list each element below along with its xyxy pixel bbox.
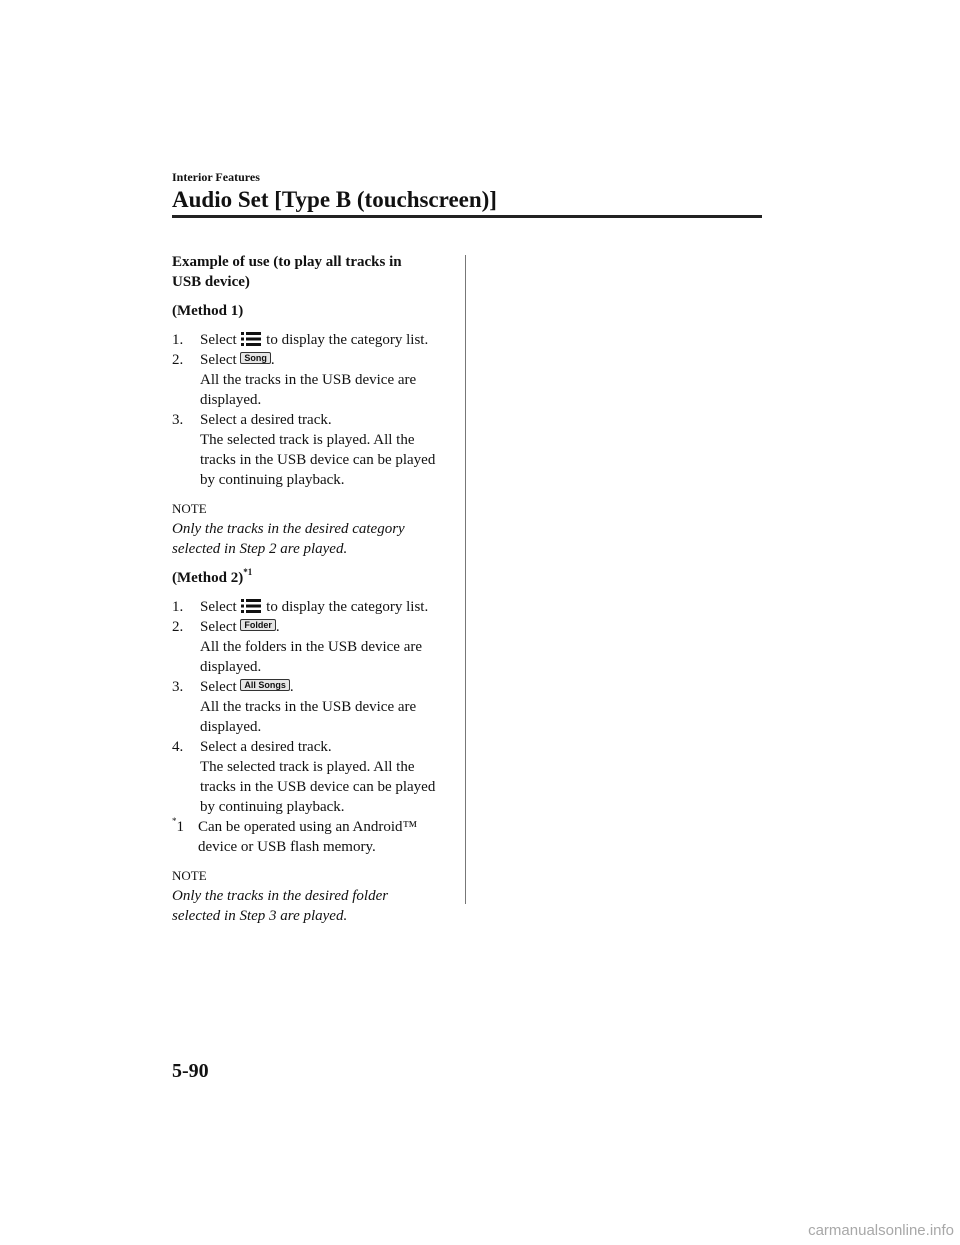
detail-line: tracks in the USB device can be played [200, 452, 436, 468]
detail-line: displayed. [200, 392, 262, 408]
note-text: Only the tracks in the desired folder [172, 888, 389, 904]
note-text: selected in Step 3 are played. [172, 908, 348, 924]
footnote-ref: *1 [243, 567, 253, 577]
step-number: 2. [172, 352, 184, 368]
step-text: to display the category list. [266, 599, 429, 615]
step-detail [172, 370, 452, 410]
step-text: to display the category list. [266, 332, 429, 348]
step-detail [172, 697, 452, 737]
step-text: Select [200, 619, 237, 635]
detail-line: displayed. [200, 719, 262, 735]
all-songs-button: All Songs [240, 679, 290, 691]
note-text: Only the tracks in the desired category [172, 521, 405, 537]
step-number: 1. [172, 332, 184, 348]
title-divider [172, 215, 762, 218]
list-menu-icon [241, 332, 261, 346]
folder-button: Folder [240, 619, 276, 631]
footer-watermark: carmanualsonline.info [808, 1222, 954, 1239]
step-number: 3. [172, 679, 184, 695]
step-number: 3. [172, 412, 184, 428]
step-text: . [275, 619, 280, 635]
method-1-step-3 [172, 410, 452, 430]
detail-line: All the tracks in the USB device are [200, 699, 417, 715]
footnote-line: device or USB flash memory. [198, 839, 376, 855]
song-button: Song [240, 352, 271, 364]
footnote-line: Can be operated using an Android™ [198, 819, 418, 835]
method-2-step-3 [172, 677, 452, 697]
step-text: Select [200, 599, 237, 615]
step-text: Select [200, 352, 237, 368]
method-2-step-4 [172, 737, 452, 757]
step-text: . [270, 352, 275, 368]
detail-line: by continuing playback. [200, 472, 345, 488]
step-detail [172, 430, 452, 490]
column-divider [465, 255, 466, 904]
method-1-title: (Method 1) [172, 303, 244, 319]
footnote [172, 817, 452, 857]
method-2-title: (Method 2)$^{*1}$ [172, 567, 253, 586]
note-text: selected in Step 2 are played. [172, 541, 348, 557]
page-number: 5-90 [172, 1060, 209, 1082]
section-label: Interior Features [172, 170, 260, 184]
page-title: Audio Set [Type B (touchscreen)] [172, 187, 497, 212]
detail-line: The selected track is played. All the [200, 759, 415, 775]
main-column [172, 252, 452, 926]
step-detail [172, 637, 452, 677]
method-2-step-1 [172, 597, 452, 617]
step-text: Select [200, 679, 237, 695]
detail-line: All the tracks in the USB device are [200, 372, 417, 388]
step-number: 1. [172, 599, 184, 615]
step-text: Select a desired track. [200, 739, 332, 755]
detail-line: tracks in the USB device can be played [200, 779, 436, 795]
note-label: NOTE [172, 868, 207, 883]
footnote-marker: *1 [172, 816, 184, 835]
example-heading-line-1: Example of use (to play all tracks in [172, 254, 402, 270]
step-text: Select [200, 332, 237, 348]
step-detail [172, 757, 452, 817]
detail-line: by continuing playback. [200, 799, 345, 815]
step-text: . [289, 679, 294, 695]
note-label: NOTE [172, 501, 207, 516]
step-text: Select a desired track. [200, 412, 332, 428]
detail-line: All the folders in the USB device are [200, 639, 423, 655]
method-2-step-2 [172, 617, 452, 637]
example-heading-line-2: USB device) [172, 274, 250, 290]
detail-line: The selected track is played. All the [200, 432, 415, 448]
step-number: 2. [172, 619, 184, 635]
method-1-step-2 [172, 350, 452, 370]
list-menu-icon [241, 599, 261, 613]
detail-line: displayed. [200, 659, 262, 675]
method-1-step-1 [172, 330, 452, 350]
step-number: 4. [172, 739, 184, 755]
